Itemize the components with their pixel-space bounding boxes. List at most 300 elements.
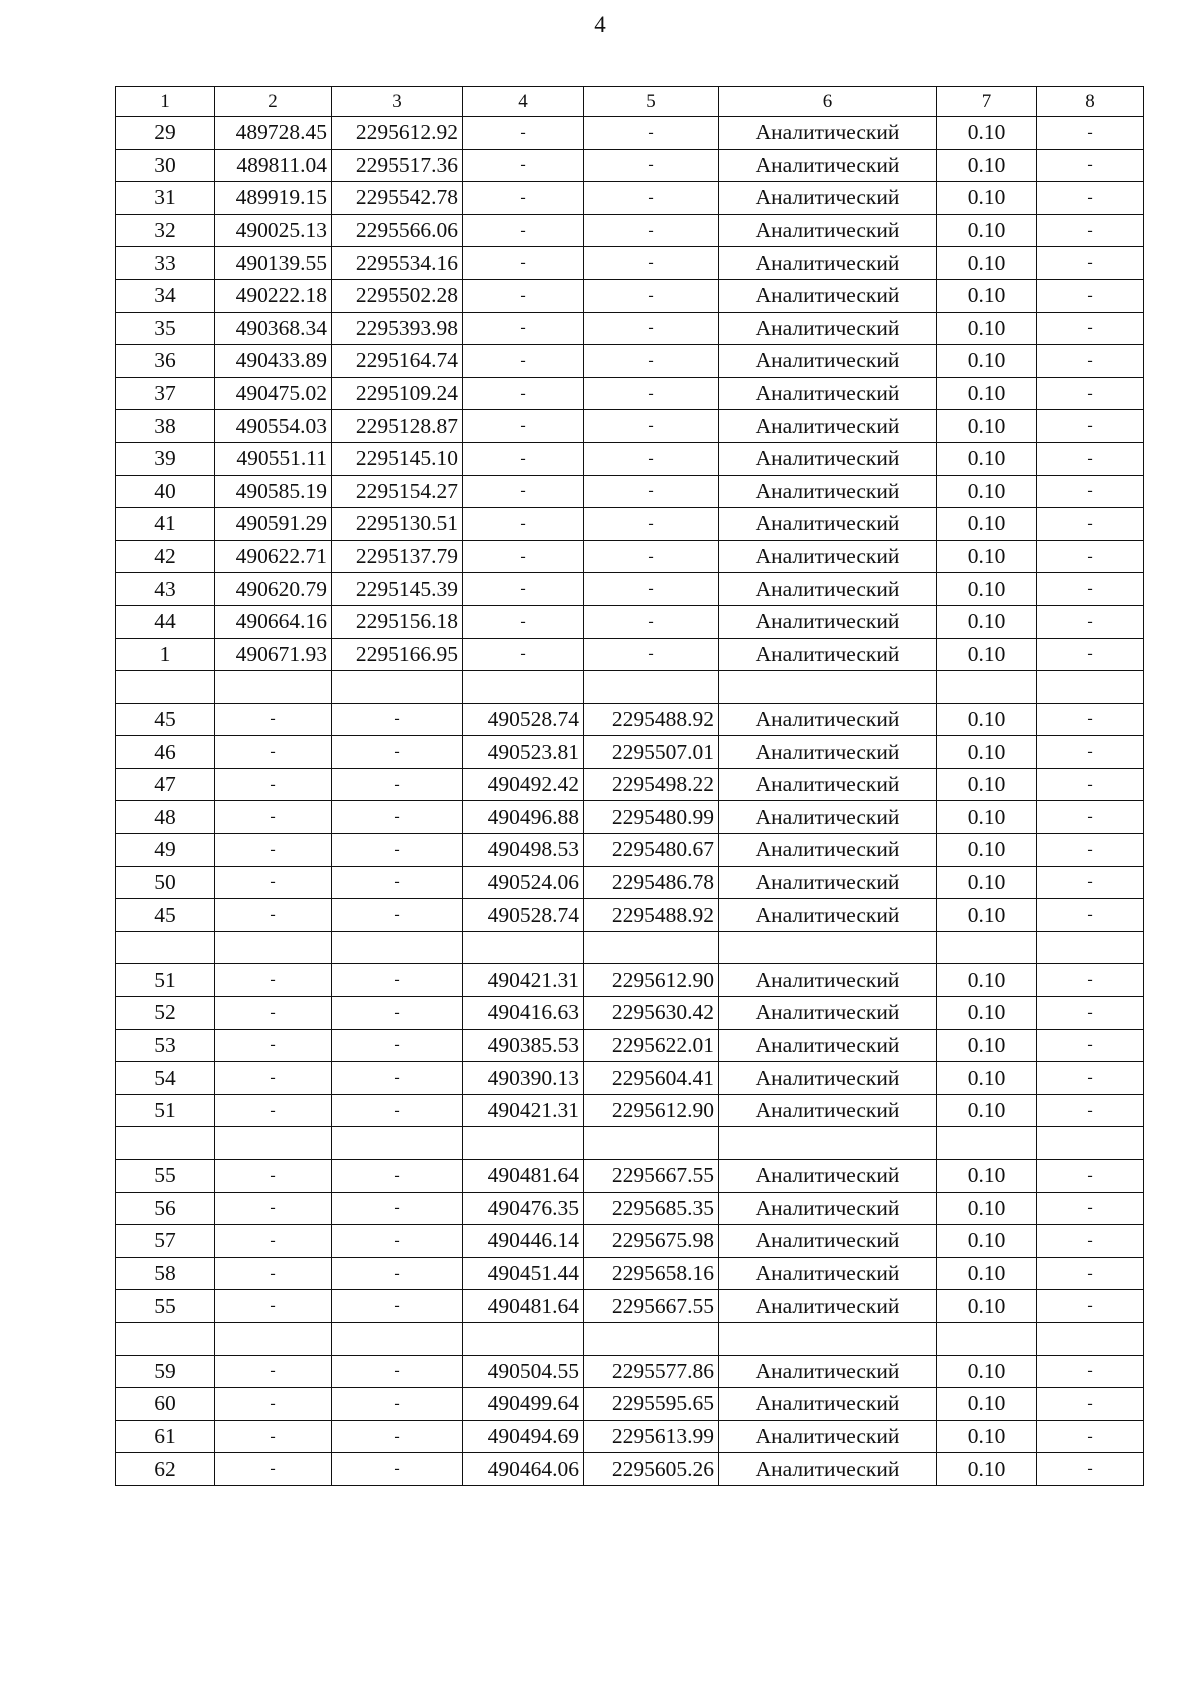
table-cell: 0.10: [937, 605, 1037, 638]
table-cell: 2295577.86: [584, 1355, 719, 1388]
table-cell: Аналитический: [719, 1257, 937, 1290]
table-cell: 490551.11: [215, 442, 332, 475]
table-cell: [1037, 1322, 1144, 1355]
table-cell: -: [1037, 312, 1144, 345]
table-cell: -: [584, 540, 719, 573]
table-cell: [116, 1127, 215, 1160]
header-cell: 3: [332, 87, 463, 117]
table-cell: [463, 671, 584, 704]
table-cell: -: [1037, 149, 1144, 182]
table-cell: -: [1037, 964, 1144, 997]
table-cell: 2295137.79: [332, 540, 463, 573]
table-cell: -: [215, 801, 332, 834]
table-cell: 490671.93: [215, 638, 332, 671]
table-cell: [463, 1322, 584, 1355]
table-row: [116, 475, 1144, 508]
table-cell: [116, 671, 215, 704]
table-row: [116, 1160, 1144, 1193]
table-cell: -: [1037, 1290, 1144, 1323]
table-row: [116, 768, 1144, 801]
table-cell: 59: [116, 1355, 215, 1388]
table-cell: -: [332, 1355, 463, 1388]
table-cell: 2295502.28: [332, 279, 463, 312]
table-cell: -: [1037, 1225, 1144, 1258]
table-row: [116, 801, 1144, 834]
table-cell: -: [463, 638, 584, 671]
table-cell: 2295658.16: [584, 1257, 719, 1290]
table-row: [116, 605, 1144, 638]
table-cell: -: [215, 1225, 332, 1258]
table-row: [116, 117, 1144, 150]
table-row: [116, 1062, 1144, 1095]
table-row: [116, 638, 1144, 671]
table-cell: 2295542.78: [332, 182, 463, 215]
table-cell: 490446.14: [463, 1225, 584, 1258]
table-cell: 2295507.01: [584, 736, 719, 769]
table-cell: Аналитический: [719, 279, 937, 312]
table-cell: -: [584, 247, 719, 280]
table-cell: 0.10: [937, 1420, 1037, 1453]
table-cell: 0.10: [937, 1388, 1037, 1421]
table-row: [116, 899, 1144, 932]
table-row: [116, 214, 1144, 247]
table-cell: Аналитический: [719, 801, 937, 834]
table-cell: -: [1037, 214, 1144, 247]
table-cell: [719, 671, 937, 704]
table-cell: 2295154.27: [332, 475, 463, 508]
table-cell: [937, 671, 1037, 704]
table-cell: 490464.06: [463, 1453, 584, 1486]
table-cell: 2295613.99: [584, 1420, 719, 1453]
table-cell: -: [215, 1062, 332, 1095]
table-cell: [332, 1322, 463, 1355]
table-cell: [719, 931, 937, 964]
table-row-separator: [116, 671, 1144, 704]
table-row-separator: [116, 931, 1144, 964]
table-cell: [584, 671, 719, 704]
table-cell: -: [463, 345, 584, 378]
table-row: [116, 377, 1144, 410]
table-cell: [584, 1322, 719, 1355]
table-row: [116, 1192, 1144, 1225]
table-cell: -: [215, 1192, 332, 1225]
table-cell: 2295685.35: [584, 1192, 719, 1225]
table-cell: 2295498.22: [584, 768, 719, 801]
table-cell: -: [1037, 1094, 1144, 1127]
table-cell: -: [215, 1160, 332, 1193]
table-cell: -: [1037, 442, 1144, 475]
table-cell: Аналитический: [719, 247, 937, 280]
table-row: [116, 1420, 1144, 1453]
table-cell: Аналитический: [719, 736, 937, 769]
table-cell: -: [1037, 573, 1144, 606]
table-cell: 0.10: [937, 997, 1037, 1030]
table-cell: [116, 931, 215, 964]
table-cell: -: [1037, 834, 1144, 867]
table-cell: 2295145.39: [332, 573, 463, 606]
table-cell: Аналитический: [719, 442, 937, 475]
table-cell: 2295612.90: [584, 964, 719, 997]
table-cell: 0.10: [937, 801, 1037, 834]
table-header-row: [116, 87, 1144, 117]
table-cell: 61: [116, 1420, 215, 1453]
table-cell: -: [1037, 1192, 1144, 1225]
table-cell: -: [215, 1094, 332, 1127]
table-cell: Аналитический: [719, 638, 937, 671]
table-cell: 490139.55: [215, 247, 332, 280]
table-cell: -: [1037, 508, 1144, 541]
table-cell: 490222.18: [215, 279, 332, 312]
table-cell: -: [215, 866, 332, 899]
table-cell: Аналитический: [719, 182, 937, 215]
table-cell: Аналитический: [719, 377, 937, 410]
table-cell: 2295675.98: [584, 1225, 719, 1258]
table-cell: Аналитический: [719, 1420, 937, 1453]
table-cell: -: [1037, 1029, 1144, 1062]
table-cell: 0.10: [937, 540, 1037, 573]
table-cell: -: [584, 345, 719, 378]
table-cell: 55: [116, 1160, 215, 1193]
table-cell: [584, 1127, 719, 1160]
table-cell: -: [1037, 997, 1144, 1030]
table-cell: -: [584, 442, 719, 475]
table-cell: -: [215, 1420, 332, 1453]
table-cell: -: [1037, 801, 1144, 834]
table-cell: 2295595.65: [584, 1388, 719, 1421]
table-cell: 490451.44: [463, 1257, 584, 1290]
table-cell: 490554.03: [215, 410, 332, 443]
table-cell: -: [215, 899, 332, 932]
table-cell: 0.10: [937, 117, 1037, 150]
table-cell: 2295145.10: [332, 442, 463, 475]
table-cell: -: [332, 1257, 463, 1290]
table-cell: 489919.15: [215, 182, 332, 215]
table-cell: 490585.19: [215, 475, 332, 508]
table-cell: 0.10: [937, 899, 1037, 932]
table-cell: -: [1037, 605, 1144, 638]
table-cell: -: [1037, 1420, 1144, 1453]
table-cell: Аналитический: [719, 1388, 937, 1421]
table-cell: 60: [116, 1388, 215, 1421]
table-cell: -: [463, 540, 584, 573]
table-cell: 45: [116, 899, 215, 932]
table-cell: -: [1037, 377, 1144, 410]
table-cell: 0.10: [937, 508, 1037, 541]
table-cell: -: [332, 899, 463, 932]
table-cell: 0.10: [937, 377, 1037, 410]
table-cell: -: [1037, 1257, 1144, 1290]
table-cell: 2295667.55: [584, 1290, 719, 1323]
table-cell: 0.10: [937, 638, 1037, 671]
table-body: [116, 87, 1144, 1486]
table-cell: 490498.53: [463, 834, 584, 867]
table-cell: 2295517.36: [332, 149, 463, 182]
table-cell: -: [463, 475, 584, 508]
table-cell: -: [215, 834, 332, 867]
table-row: [116, 247, 1144, 280]
table-cell: -: [215, 1388, 332, 1421]
table-cell: 36: [116, 345, 215, 378]
table-cell: -: [1037, 1453, 1144, 1486]
table-cell: Аналитический: [719, 475, 937, 508]
table-cell: -: [1037, 540, 1144, 573]
table-cell: Аналитический: [719, 540, 937, 573]
table-cell: -: [463, 605, 584, 638]
table-cell: -: [215, 736, 332, 769]
table-cell: 0.10: [937, 964, 1037, 997]
table-cell: 490528.74: [463, 899, 584, 932]
table-cell: Аналитический: [719, 834, 937, 867]
table-cell: -: [1037, 1388, 1144, 1421]
table-cell: 0.10: [937, 1453, 1037, 1486]
table-cell: 0.10: [937, 410, 1037, 443]
table-cell: 0.10: [937, 1062, 1037, 1095]
table-cell: [332, 1127, 463, 1160]
table-row: [116, 1355, 1144, 1388]
table-cell: 2295612.90: [584, 1094, 719, 1127]
table-cell: 489728.45: [215, 117, 332, 150]
table-cell: -: [463, 247, 584, 280]
table-cell: -: [215, 1355, 332, 1388]
table-cell: 2295109.24: [332, 377, 463, 410]
table-cell: -: [215, 1029, 332, 1062]
table-cell: -: [332, 703, 463, 736]
table-cell: -: [1037, 703, 1144, 736]
table-row: [116, 1029, 1144, 1062]
table-cell: 0.10: [937, 866, 1037, 899]
header-cell: 1: [116, 87, 215, 117]
table-cell: 41: [116, 508, 215, 541]
table-cell: 55: [116, 1290, 215, 1323]
table-cell: 490494.69: [463, 1420, 584, 1453]
table-row: [116, 279, 1144, 312]
table-cell: 43: [116, 573, 215, 606]
table-cell: 490481.64: [463, 1290, 584, 1323]
table-cell: 2295488.92: [584, 703, 719, 736]
table-cell: 2295534.16: [332, 247, 463, 280]
header-cell: 4: [463, 87, 584, 117]
table-cell: -: [1037, 1062, 1144, 1095]
table-cell: -: [463, 377, 584, 410]
table-cell: 2295605.26: [584, 1453, 719, 1486]
table-cell: -: [215, 703, 332, 736]
table-cell: -: [463, 149, 584, 182]
table-cell: 52: [116, 997, 215, 1030]
table-cell: -: [1037, 345, 1144, 378]
table-cell: Аналитический: [719, 573, 937, 606]
table-cell: Аналитический: [719, 312, 937, 345]
table-cell: 50: [116, 866, 215, 899]
table-cell: Аналитический: [719, 410, 937, 443]
table-cell: 490368.34: [215, 312, 332, 345]
table-cell: 0.10: [937, 1225, 1037, 1258]
table-cell: 0.10: [937, 345, 1037, 378]
table-row: [116, 1257, 1144, 1290]
table-cell: 0.10: [937, 573, 1037, 606]
table-cell: -: [332, 801, 463, 834]
table-cell: -: [1037, 866, 1144, 899]
header-cell: 6: [719, 87, 937, 117]
table-cell: -: [332, 1094, 463, 1127]
table-cell: Аналитический: [719, 508, 937, 541]
table-cell: 0.10: [937, 1290, 1037, 1323]
table-cell: -: [215, 997, 332, 1030]
table-cell: 58: [116, 1257, 215, 1290]
table-cell: -: [584, 214, 719, 247]
table-cell: 1: [116, 638, 215, 671]
table-row: [116, 1453, 1144, 1486]
table-row: [116, 540, 1144, 573]
table-row: [116, 1225, 1144, 1258]
table-cell: -: [332, 1192, 463, 1225]
table-cell: -: [1037, 117, 1144, 150]
table-cell: Аналитический: [719, 345, 937, 378]
header-cell: 7: [937, 87, 1037, 117]
table-cell: 490390.13: [463, 1062, 584, 1095]
table-cell: 489811.04: [215, 149, 332, 182]
table-cell: [1037, 931, 1144, 964]
table-cell: Аналитический: [719, 1160, 937, 1193]
table-cell: -: [332, 736, 463, 769]
table-cell: 0.10: [937, 214, 1037, 247]
table-cell: 30: [116, 149, 215, 182]
coordinates-table: [115, 86, 1144, 1486]
table-cell: -: [215, 964, 332, 997]
table-cell: 2295393.98: [332, 312, 463, 345]
table-row: [116, 703, 1144, 736]
table-cell: 29: [116, 117, 215, 150]
table-row-separator: [116, 1127, 1144, 1160]
table-cell: [332, 671, 463, 704]
table-cell: 0.10: [937, 1029, 1037, 1062]
table-cell: 35: [116, 312, 215, 345]
table-cell: [463, 1127, 584, 1160]
table-cell: 42: [116, 540, 215, 573]
table-cell: 48: [116, 801, 215, 834]
table-cell: 2295488.92: [584, 899, 719, 932]
table-cell: 2295566.06: [332, 214, 463, 247]
table-cell: -: [463, 279, 584, 312]
table-cell: 2295612.92: [332, 117, 463, 150]
table-cell: -: [463, 442, 584, 475]
table-cell: 0.10: [937, 442, 1037, 475]
table-cell: 31: [116, 182, 215, 215]
header-cell: 5: [584, 87, 719, 117]
table-cell: Аналитический: [719, 149, 937, 182]
table-cell: 0.10: [937, 475, 1037, 508]
table-row: [116, 1290, 1144, 1323]
table-cell: [719, 1127, 937, 1160]
table-cell: -: [1037, 247, 1144, 280]
table-cell: [215, 671, 332, 704]
table-cell: -: [584, 605, 719, 638]
table-cell: 0.10: [937, 1160, 1037, 1193]
table-cell: -: [332, 1160, 463, 1193]
table-cell: 38: [116, 410, 215, 443]
table-cell: -: [1037, 736, 1144, 769]
table-cell: -: [584, 573, 719, 606]
table-cell: [215, 1127, 332, 1160]
table-cell: 490025.13: [215, 214, 332, 247]
table-cell: -: [1037, 279, 1144, 312]
table-row: [116, 410, 1144, 443]
table-cell: -: [215, 768, 332, 801]
table-cell: 490499.64: [463, 1388, 584, 1421]
table-cell: Аналитический: [719, 605, 937, 638]
table-cell: 490421.31: [463, 1094, 584, 1127]
table-row: [116, 182, 1144, 215]
table-cell: 0.10: [937, 247, 1037, 280]
table-cell: -: [584, 149, 719, 182]
table-cell: [463, 931, 584, 964]
table-cell: Аналитический: [719, 1290, 937, 1323]
table-cell: 2295480.67: [584, 834, 719, 867]
table-cell: -: [332, 1420, 463, 1453]
table-cell: -: [332, 997, 463, 1030]
table-cell: 490504.55: [463, 1355, 584, 1388]
table-row-separator: [116, 1322, 1144, 1355]
table-cell: [584, 931, 719, 964]
table-row: [116, 442, 1144, 475]
table-cell: [937, 1127, 1037, 1160]
table-cell: -: [584, 117, 719, 150]
table-cell: -: [332, 866, 463, 899]
table-cell: -: [584, 377, 719, 410]
table-row: [116, 1388, 1144, 1421]
table-cell: 0.10: [937, 834, 1037, 867]
table-cell: -: [584, 279, 719, 312]
table-cell: 2295622.01: [584, 1029, 719, 1062]
table-cell: 0.10: [937, 736, 1037, 769]
table-cell: 62: [116, 1453, 215, 1486]
table-cell: Аналитический: [719, 899, 937, 932]
table-cell: 2295156.18: [332, 605, 463, 638]
table-cell: -: [332, 1029, 463, 1062]
table-cell: 0.10: [937, 1192, 1037, 1225]
table-cell: -: [584, 638, 719, 671]
table-cell: 490524.06: [463, 866, 584, 899]
table-cell: 57: [116, 1225, 215, 1258]
table-cell: 33: [116, 247, 215, 280]
table-cell: -: [463, 508, 584, 541]
table-cell: -: [463, 312, 584, 345]
table-row: [116, 1094, 1144, 1127]
table-cell: -: [463, 573, 584, 606]
table-cell: 0.10: [937, 1355, 1037, 1388]
table-row: [116, 834, 1144, 867]
table-cell: 490481.64: [463, 1160, 584, 1193]
table-cell: 2295480.99: [584, 801, 719, 834]
table-cell: 0.10: [937, 1257, 1037, 1290]
table-cell: Аналитический: [719, 866, 937, 899]
table-cell: [332, 931, 463, 964]
table-cell: -: [463, 410, 584, 443]
table-cell: 490523.81: [463, 736, 584, 769]
table-cell: 45: [116, 703, 215, 736]
table-cell: 490620.79: [215, 573, 332, 606]
table-cell: 0.10: [937, 768, 1037, 801]
table-cell: 2295486.78: [584, 866, 719, 899]
table-cell: 490528.74: [463, 703, 584, 736]
table-cell: 32: [116, 214, 215, 247]
header-cell: 2: [215, 87, 332, 117]
table-cell: -: [1037, 899, 1144, 932]
table-cell: 490476.35: [463, 1192, 584, 1225]
table-row: [116, 964, 1144, 997]
table-cell: [215, 931, 332, 964]
table-cell: 56: [116, 1192, 215, 1225]
table-cell: 2295128.87: [332, 410, 463, 443]
